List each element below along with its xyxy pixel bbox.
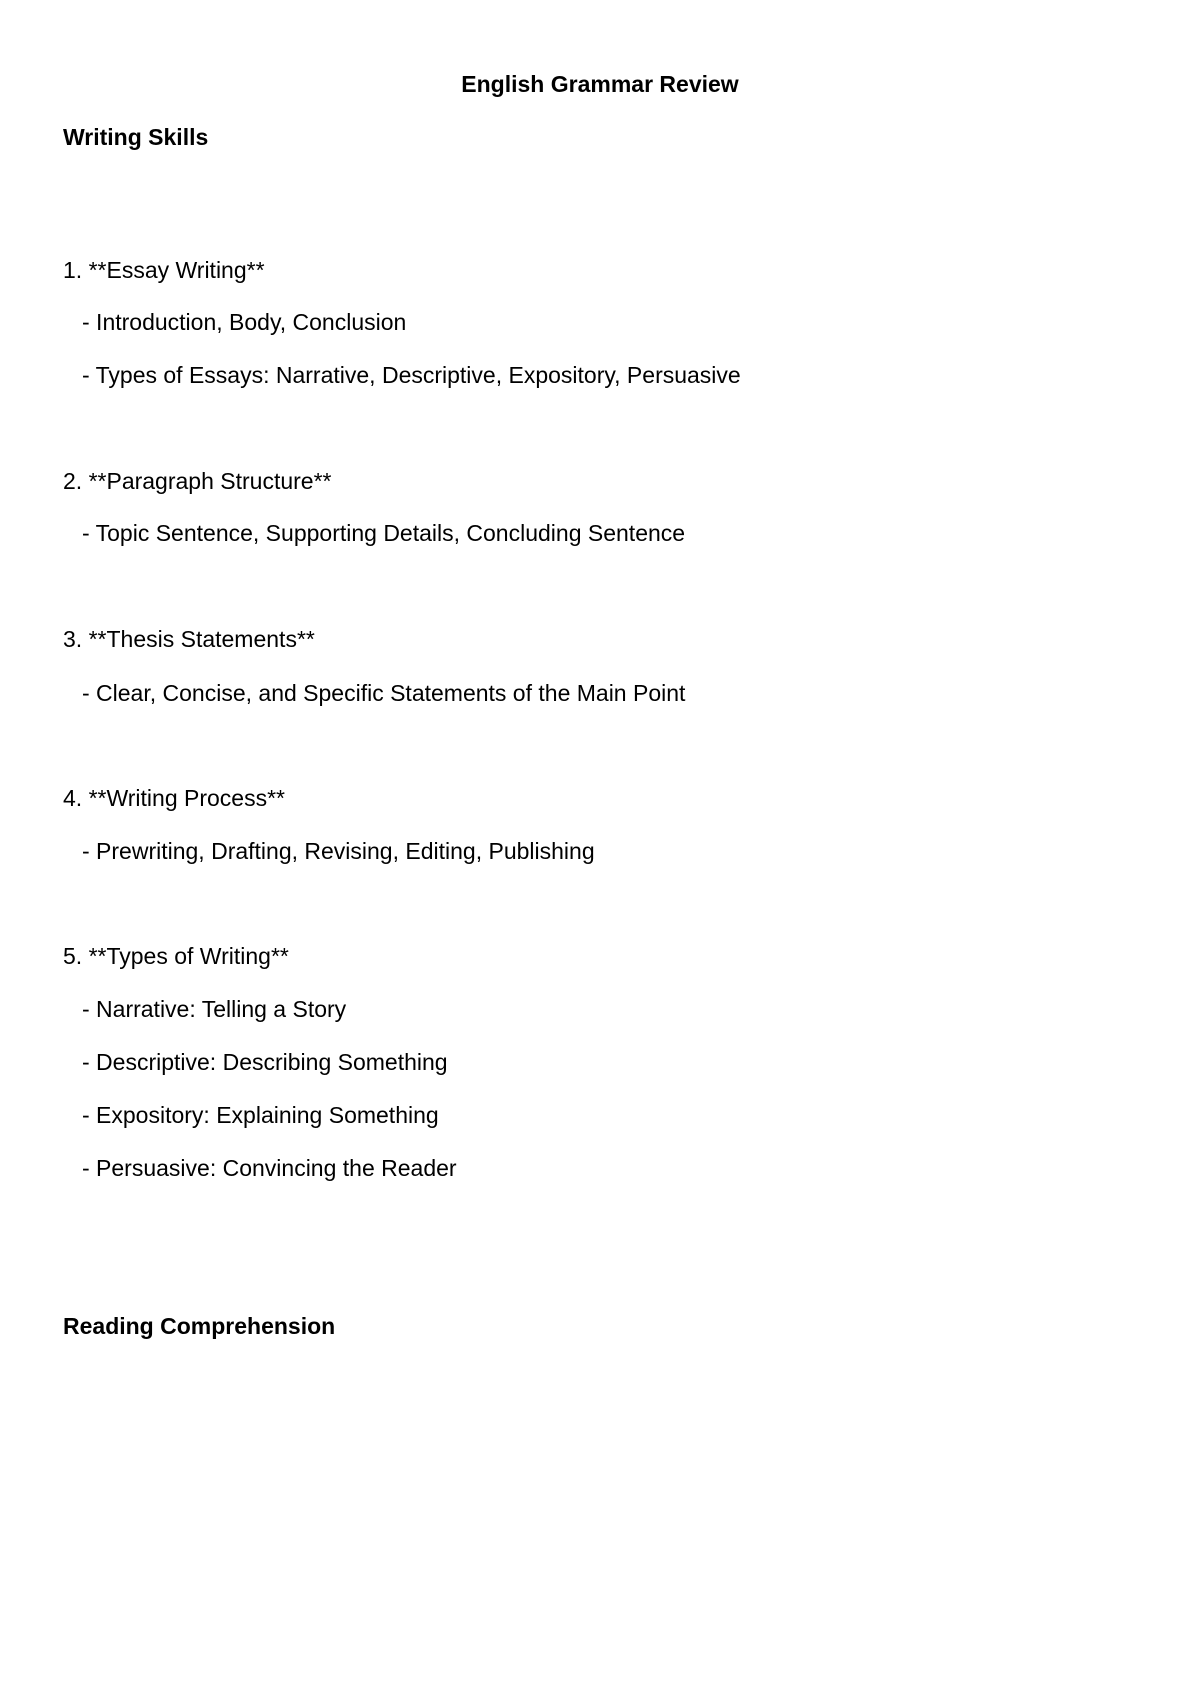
list-item-detail: - Introduction, Body, Conclusion [82, 309, 407, 335]
list-item-detail: - Topic Sentence, Supporting Details, Concluding Sentence [82, 520, 686, 546]
list-item-detail: - Types of Essays: Narrative, Descriptive, Expository, Persuasive [82, 362, 741, 388]
list-item-label: 4. **Writing Process** [63, 785, 285, 811]
list-item-detail: - Expository: Explaining Something [82, 1102, 439, 1128]
list-item-label: 1. **Essay Writing** [63, 257, 265, 283]
document-title: English Grammar Review [461, 71, 739, 97]
section-heading-writing-skills: Writing Skills [63, 124, 209, 150]
list-item-label: 2. **Paragraph Structure** [63, 468, 332, 494]
list-item-detail: - Clear, Concise, and Specific Statements of the Main Point [82, 680, 686, 706]
section-heading-reading-comprehension: Reading Comprehension [63, 1313, 336, 1339]
list-item-label: 3. **Thesis Statements** [63, 626, 315, 652]
list-item-detail: - Descriptive: Describing Something [82, 1049, 448, 1075]
list-item-label: 5. **Types of Writing** [63, 943, 289, 969]
list-item-detail: - Narrative: Telling a Story [82, 996, 347, 1022]
list-item-detail: - Persuasive: Convincing the Reader [82, 1155, 457, 1181]
list-item-detail: - Prewriting, Drafting, Revising, Editing, Publishing [82, 838, 595, 864]
